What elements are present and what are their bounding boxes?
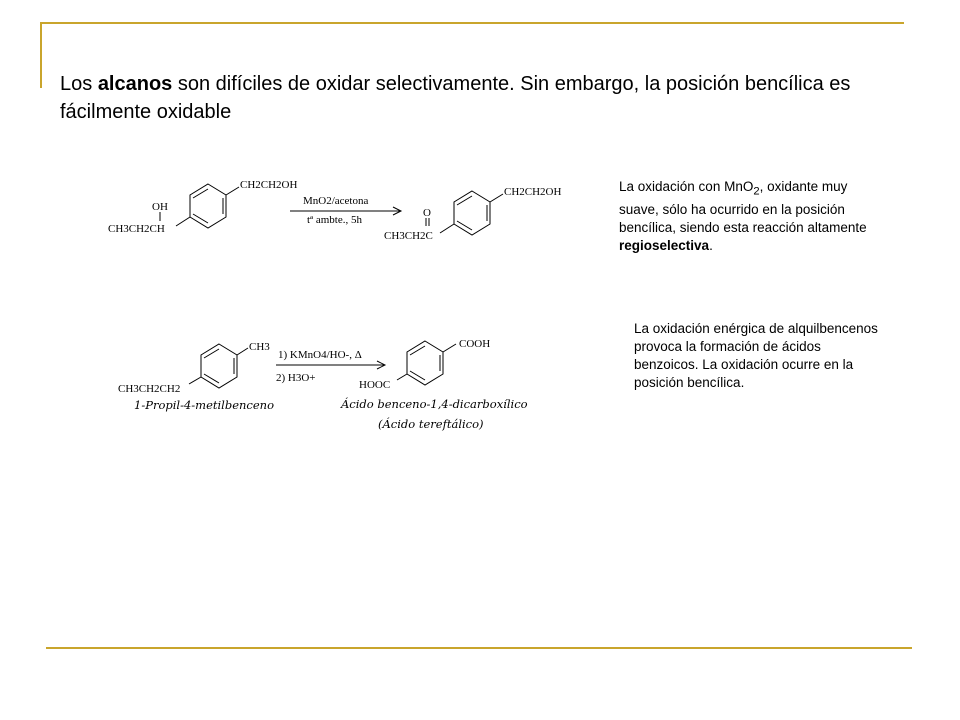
reaction1-reactant-chain: CH3CH2CH [108,223,165,235]
note1-text-c: . [709,237,713,253]
reaction1-reactant-oh: OH [152,201,168,213]
reaction1-product-chain: CH3CH2C [384,230,433,242]
reaction1-product-ring [426,191,503,235]
reaction1-reactant-ring [160,184,239,228]
reaction1-product-carbonyl-o: O [423,207,431,219]
reaction2-reactant-chain: CH3CH2CH2 [118,383,181,395]
reaction2-reactant-methyl: CH3 [249,341,270,353]
reaction1-reactant-substituent: CH2CH2OH [240,179,298,191]
reaction1-reagent-bottom: tª ambte., 5h [307,214,362,226]
reaction1-product-substituent: CH2CH2OH [504,186,562,198]
reaction2-product-cooh: COOH [459,338,491,350]
reaction2-arrow [276,361,385,369]
note1-text-b: , oxidante muy suave, sólo ha ocurrido en la posición bencílica, siendo esta reacción altamente [619,179,867,235]
reaction2-reactant-ring [189,344,248,388]
title-text-start: Los [60,73,98,95]
title-text-end: son difíciles de oxidar selectivamente. Sin embargo, la posición bencílica es fácilmente oxidable [60,73,851,123]
note-kmno4-oxidation: La oxidación enérgica de alquilbencenos provoca la formación de ácidos benzoicos. La oxidación ocurre en la posición bencílica. [634,321,878,390]
reaction2-product-ring [397,341,456,385]
reaction2-product-name: Ácido benceno-1,4-dicarboxílico [341,397,528,411]
reaction2-reagent-1: 1) KMnO4/HO-, Δ [278,349,362,361]
note1-text-a: La oxidación con MnO [619,179,754,194]
reaction2-reagent-2: 2) H3O+ [276,372,316,384]
reaction1-reagent-top: MnO2/acetona [303,195,369,207]
title-keyword: alcanos [97,73,173,95]
reaction2-reactant-name: 1-Propil-4-metilbenceno [134,398,275,412]
note1-keyword: regioselectiva [619,237,710,253]
reaction2-product-hooc: HOOC [359,379,391,391]
note-mno2-oxidation [619,178,881,255]
reaction2-product-alias: (Ácido tereftálico) [378,417,484,431]
note1-subscript: 2 [753,185,760,198]
